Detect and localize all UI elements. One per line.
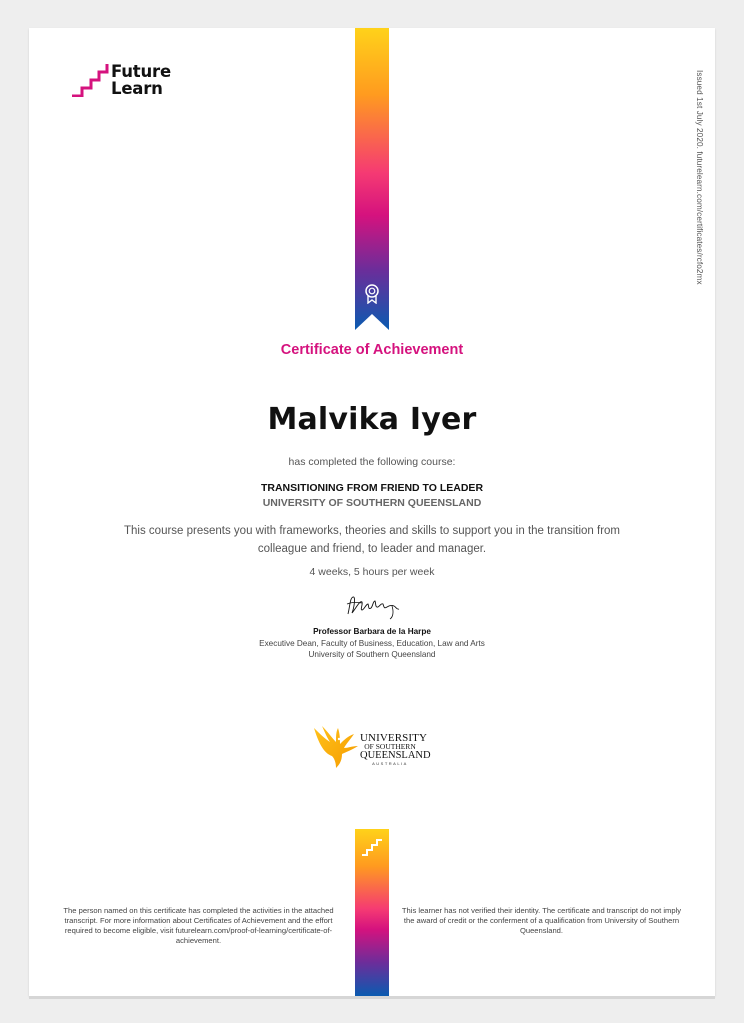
stairs-icon (361, 838, 383, 856)
footer-left-note: The person named on this certificate has completed the activities in the attached transcript. For more information about Certificates of Achievement and the effort required to become eligible, visit futurelearn.com/proof-of-learning/certificate-of-achievement. (63, 906, 334, 945)
course-name: TRANSITIONING FROM FRIEND TO LEADER (260, 482, 484, 494)
logo-line1: Future (111, 62, 171, 81)
usq-line4: AUSTRALIA (372, 761, 408, 766)
signatory-organisation: University of Southern Queensland (308, 650, 436, 659)
page-shadow (29, 996, 715, 999)
signature (344, 592, 402, 620)
usq-logo (312, 724, 437, 776)
certificate-page (29, 28, 715, 996)
usq-line1: UNIVERSITY (360, 732, 427, 744)
usq-line3: QUEENSLAND (360, 750, 431, 761)
certificate-title: Certificate of Achievement (280, 342, 464, 358)
logo-line2: Learn (111, 79, 163, 98)
ribbon-bottom (355, 829, 389, 996)
signatory-role: Executive Dean, Faculty of Business, Education, Law and Arts (259, 639, 485, 648)
recipient-name: Malvika Iyer (267, 402, 477, 437)
course-duration: 4 weeks, 5 hours per week (309, 566, 435, 578)
award-rosette-icon (364, 284, 380, 304)
footer-right-note: This learner has not verified their identity. The certificate and transcript do not imply the award of credit or the conferment of a qualification from University of Southern Queensland. (401, 906, 682, 935)
ribbon-top (355, 28, 389, 330)
issued-note: Issued 1st July 2020. futurelearn.com/certificates/rcfo2mx (695, 70, 704, 285)
phoenix-icon (312, 724, 360, 770)
completed-text: has completed the following course: (288, 456, 456, 468)
signatory-name: Professor Barbara de la Harpe (313, 627, 431, 636)
stairs-icon (71, 63, 109, 97)
course-university: UNIVERSITY OF SOUTHERN QUEENSLAND (262, 497, 482, 509)
course-description: This course presents you with frameworks, theories and skills to support you in the transition from colleague and friend, to leader and manager. (124, 525, 620, 555)
futurelearn-logo (71, 63, 181, 103)
usq-line2: OF SOUTHERN (364, 742, 416, 751)
